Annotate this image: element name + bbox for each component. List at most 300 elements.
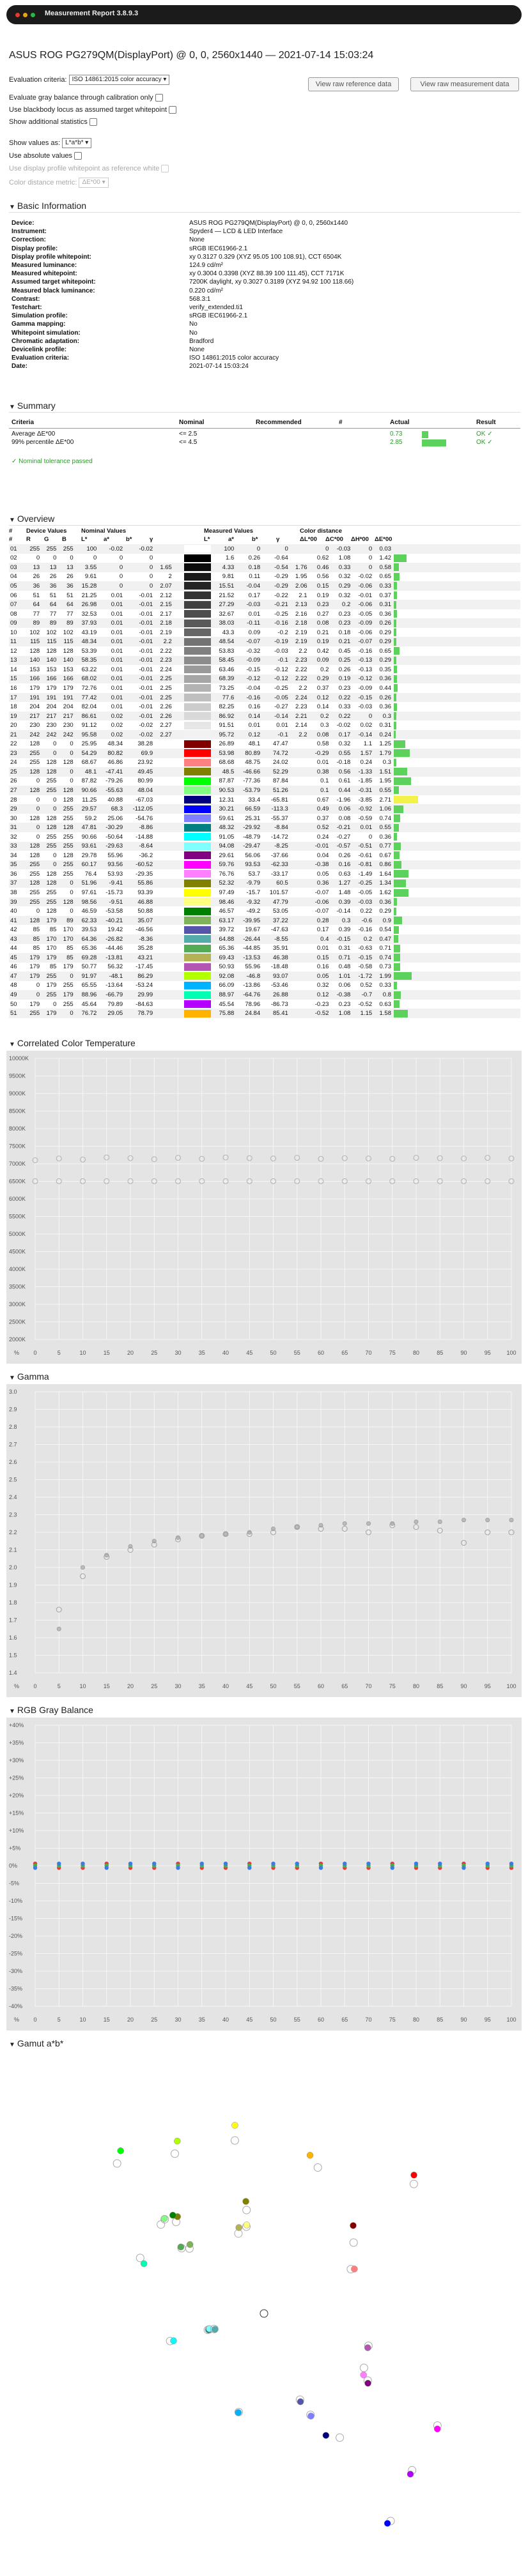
delta-e-bar [394,1000,400,1008]
info-value: 0.220 cd/m² [189,287,223,294]
gamut-nominal-point [243,2206,251,2214]
table-cell: 86.61 [81,712,97,720]
y-tick-label: -20% [9,1933,23,1939]
table-cell: 95.58 [81,731,97,738]
table-cell: 0.36 [316,880,329,887]
delta-bar-cell [392,544,520,554]
table-cell: 0.58 [379,563,391,571]
table-cell: -86.73 [270,1000,288,1008]
table-cell: 255 [29,889,40,896]
evaluation-criteria-select[interactable]: ISO 14861:2015 color accuracy ▾ [69,75,170,85]
y-tick-label: -25% [9,1950,23,1957]
overview-column-header: ΔE*00 [375,536,392,543]
table-row [9,842,520,851]
table-cell [154,963,173,972]
table-row [9,628,520,637]
table-cell: -0.03 [274,647,288,655]
color-swatch [184,880,211,887]
table-cell: 0.49 [316,805,329,813]
color-swatch [184,954,211,961]
table-cell: -26.44 [243,935,261,943]
x-tick-label: 80 [412,1350,420,1356]
table-row [9,944,520,954]
table-row [9,683,520,693]
color-swatch [184,647,211,655]
show-values-row [9,138,91,148]
table-cell: -17.45 [136,963,153,971]
summary-cell: 2.85 [390,439,403,446]
table-cell: 32.53 [81,610,97,618]
table-cell: 48.5 [222,768,235,775]
table-cell: -46.8 [246,972,261,980]
table-cell: 0 [36,908,40,915]
table-cell: 91.97 [81,972,97,980]
color-swatch [184,842,211,850]
info-value: xy 0.3004 0.3398 (XYZ 88.39 100 111.45), CCT 7171K [189,270,345,278]
table-cell: 48.34 [107,740,123,748]
table-row [9,600,520,609]
table-cell: 0.23 [338,610,351,618]
window-title: Measurement Report 3.8.9.3 [45,10,139,17]
table-cell [173,767,212,777]
table-cell: 2.26 [160,703,172,711]
color-swatch [184,629,211,636]
table-cell: 255 [29,759,40,766]
table-cell: -0.16 [358,926,373,934]
table-cell: 0.12 [316,694,329,701]
gamut-heading[interactable] [9,2038,63,2048]
table-cell: 78.96 [245,1000,261,1008]
gamut-measured-point [350,2222,356,2229]
gamut-measured-point [169,2212,176,2218]
x-tick-label: 15 [103,1350,110,1356]
delta-bar-cell [392,1000,520,1009]
additional-stats-option[interactable] [9,118,97,126]
view-raw-reference-data-button[interactable]: View raw reference data [308,77,399,91]
table-cell: 1.64 [379,870,391,878]
table-cell: 65.36 [81,945,97,952]
table-cell: 17 [10,694,17,701]
table-cell [173,823,212,832]
table-row [9,720,520,730]
info-value: No [189,321,198,328]
table-cell: 24.02 [273,759,288,766]
delta-e-bar [394,712,396,720]
table-cell: 0.62 [316,554,329,562]
table-cell: -53.58 [105,908,123,915]
table-cell: 255 [29,898,40,906]
table-cell: 91.51 [219,722,235,729]
table-cell: -0.02 [139,731,153,738]
table-cell: -0.27 [274,703,288,711]
table-cell: -0.6 [361,917,373,924]
delta-bar-cell [392,916,520,926]
summary-cell: OK ✓ [476,431,493,438]
table-cell: 0.02 [111,722,123,729]
table-cell: 25.06 [107,814,123,822]
y-tick-label: 5000K [9,1231,26,1237]
table-cell: 255 [63,545,74,553]
table-cell: 85 [33,935,40,943]
table-row [9,730,520,740]
table-cell: 0 [368,712,373,720]
table-cell: 82.25 [219,703,235,711]
table-cell: 102 [63,629,74,636]
table-cell: 0.36 [379,675,391,683]
table-cell: -0.01 [139,666,153,673]
maximize-window-icon[interactable] [31,13,35,17]
profile-whitepoint-checkbox[interactable] [161,165,169,172]
color-swatch [184,601,211,609]
table-cell: 69.43 [219,954,235,961]
table-cell: 0.08 [338,814,351,822]
table-cell: 82.04 [81,703,97,711]
table-cell [290,851,309,860]
table-cell: 0.37 [316,684,329,692]
color-distance-metric-value: ΔE*00 [82,179,100,186]
table-row [9,1009,520,1018]
table-cell: 153 [63,666,74,673]
overview-group-header: Measured Values [204,528,254,535]
basic-info-heading[interactable] [9,201,86,211]
table-cell: 0 [36,833,40,841]
table-cell: 33.4 [248,796,261,804]
cct-title: Correlated Color Temperature [17,1038,136,1048]
table-cell: 93.07 [273,972,288,980]
table-cell: 90.53 [219,786,235,794]
table-cell: 32.67 [219,610,235,618]
delta-e-bar [394,610,397,618]
table-cell: 43 [10,935,17,943]
summary-cell: OK ✓ [476,439,493,446]
table-cell: 43.19 [81,629,97,636]
table-cell: 48.54 [219,638,235,646]
color-swatch [184,749,211,757]
table-cell: 27.29 [219,601,235,609]
blackbody-option[interactable] [9,106,176,114]
gamma-point [438,1520,442,1524]
table-cell: 79.89 [107,1000,123,1008]
table-cell: 0 [149,582,153,590]
table-cell: -0.14 [274,712,288,720]
delta-bar-cell [392,860,520,870]
table-cell: -0.16 [246,694,261,701]
table-cell: 29.57 [81,805,97,813]
view-raw-measurement-data-button[interactable]: View raw measurement data [410,77,519,91]
table-cell [290,786,309,795]
table-cell: 0.23 [316,601,329,609]
table-cell: 0.11 [249,573,261,581]
gray-balance-checkbox[interactable] [155,94,163,102]
table-cell: -0.03 [358,898,373,906]
table-cell: 0.46 [316,563,329,571]
table-cell: -8.55 [274,935,288,943]
table-cell: 64 [66,601,74,609]
table-row [9,591,520,600]
gamut-measured-point [351,2266,357,2272]
gray-svg [6,1718,522,2031]
table-cell: 0.01 [111,703,123,711]
table-cell: 0 [368,563,373,571]
table-cell: 1.08 [338,1010,351,1017]
table-cell: -66.79 [105,991,123,999]
gray-balance-title: RGB Gray Balance [17,1705,93,1715]
table-cell: 128 [63,786,74,794]
table-cell: -1.49 [358,870,373,878]
x-tick-label: 55 [293,1683,300,1689]
table-cell: -0.16 [358,647,373,655]
table-row [9,544,520,554]
table-cell: 255 [29,545,40,553]
cct-svg [6,1051,522,1364]
table-cell: 0.33 [379,582,391,590]
overview-heading[interactable] [9,514,54,524]
table-cell: 115 [47,638,57,646]
table-row [9,795,520,805]
table-cell: 179 [46,917,57,924]
info-label: Contrast: [12,295,40,303]
summary-heading[interactable] [9,400,56,411]
table-cell: 128 [46,908,57,915]
table-cell: -0.01 [139,601,153,609]
profile-whitepoint-option[interactable] [9,165,169,172]
overview-column-header: G [44,536,49,543]
table-cell [154,804,173,814]
table-cell [173,860,212,870]
table-cell: 0.19 [316,591,329,599]
x-tick-label: 30 [175,1350,182,1356]
gamut-measured-point [434,2426,440,2432]
table-cell: 0.23 [338,684,351,692]
table-cell [154,888,173,897]
table-cell: 08 [10,610,17,618]
cct-heading[interactable] [9,1038,136,1048]
table-cell: 0 [53,554,57,562]
titlebar-background [6,5,522,24]
color-swatch [184,889,211,897]
delta-e-bar [394,582,397,590]
color-distance-metric-select[interactable]: ΔE*00 ▾ [79,178,108,188]
delta-e-bar [394,908,396,915]
summary-header: # [339,419,343,426]
blackbody-checkbox[interactable] [169,106,176,114]
table-cell: 2.19 [295,638,307,646]
table-cell: 1.34 [379,880,391,887]
table-cell [173,563,212,572]
table-cell: 52.32 [219,880,235,887]
table-cell: 21.52 [219,591,235,599]
overview-group-header: Color distance [300,528,342,535]
table-cell: 0.37 [379,591,391,599]
delta-bar-cell [392,963,520,972]
table-cell: -0.01 [139,647,153,655]
color-swatch [184,554,211,562]
table-row [9,572,520,582]
gamma-point [81,1566,85,1569]
overview-group-headers [9,528,520,536]
table-cell: 115 [63,638,74,646]
x-tick-label: 0 [33,1683,37,1689]
table-cell: 204 [46,703,57,711]
x-tick-label: 35 [198,2016,205,2023]
table-cell: 0.39 [338,898,351,906]
table-cell: 0.74 [379,954,391,961]
table-cell: -9.41 [109,880,123,887]
table-cell: 0 [53,851,57,859]
gamut-title: Gamut a*b* [17,2038,64,2048]
table-cell: -0.64 [274,554,288,562]
table-cell: 50.93 [219,963,235,971]
table-cell: -0.07 [246,638,261,646]
gamut-measured-point [231,2122,238,2128]
info-value: sRGB IEC61966-2.1 [189,245,248,252]
absolute-values-checkbox[interactable] [74,152,82,160]
table-cell: -0.15 [336,935,351,943]
table-cell: 128 [46,647,57,655]
table-cell: 51.96 [81,880,97,887]
additional-stats-checkbox[interactable] [89,118,97,126]
info-label: Gamma mapping: [12,321,66,328]
x-tick-label: 40 [222,2016,229,2023]
table-cell: 0.23 [338,1000,351,1008]
delta-e-bar [394,926,399,934]
delta-e-bar [394,666,397,673]
table-cell: 0.36 [379,610,391,618]
delta-e-bar [394,796,418,804]
delta-e-bar [394,722,396,729]
table-cell: -8.84 [274,824,288,832]
x-tick-label: 20 [127,2016,134,2023]
table-cell: 62.33 [81,917,97,924]
minimize-window-icon[interactable] [23,13,27,17]
table-cell: 97.49 [219,889,235,896]
table-cell: 0 [53,796,57,804]
overview-column-header: # [9,536,13,543]
table-cell: 38.28 [137,740,153,748]
delta-e-bar [394,945,400,952]
table-cell: 217 [63,712,74,720]
table-cell: 49 [10,991,17,999]
x-tick-label: 85 [437,1683,444,1689]
delta-e-bar [394,842,401,850]
table-row [9,786,520,795]
x-tick-label: 0 [33,1350,37,1356]
x-tick-label: 95 [484,2016,491,2023]
overview-column-header: L* [81,536,88,543]
delta-e-bar [394,880,406,887]
delta-bar-cell [392,953,520,963]
absolute-values-option[interactable] [9,152,82,160]
delta-bar-cell [392,646,520,656]
table-cell: 0 [36,796,40,804]
y-tick-label: 3000K [9,1301,26,1307]
table-cell: -0.25 [274,610,288,618]
table-cell: 0.01 [360,824,373,832]
delta-bar-cell [392,897,520,907]
gamma-heading[interactable] [9,1371,49,1382]
table-cell: -0.05 [358,610,373,618]
table-cell: 0.48 [338,963,351,971]
table-cell: -0.51 [358,842,373,850]
gray-balance-heading[interactable] [9,1705,93,1715]
table-row [9,981,520,991]
y-tick-label: +5% [9,1845,21,1852]
table-cell: 72.76 [81,684,97,692]
delta-e-bar [394,851,400,859]
color-swatch [184,657,211,664]
table-cell: 0.15 [316,954,329,961]
table-cell [173,749,212,758]
table-cell: 23.92 [137,759,153,766]
delta-e-bar [394,694,396,701]
summary-title: Summary [17,400,56,411]
delta-bar-cell [392,972,520,981]
gray-balance-point [81,1862,84,1866]
table-cell: 78.79 [137,1010,153,1017]
gamut-measured-point [187,2241,193,2248]
table-cell [173,739,212,749]
table-cell: 140 [29,657,40,664]
table-cell: 9.81 [222,573,235,581]
table-cell: 0.01 [111,666,123,673]
table-cell: 0.25 [338,657,351,664]
table-cell: 0.21 [338,638,351,646]
show-values-select[interactable]: L*a*b* ▾ [62,138,91,148]
color-swatch [184,805,211,813]
close-window-icon[interactable] [15,13,20,17]
table-cell [290,795,309,805]
table-cell: 0.17 [338,731,351,738]
table-cell: 0 [119,563,123,571]
info-value: verify_extended.ti1 [189,304,243,311]
table-cell: 128 [29,917,40,924]
color-distance-metric-row [9,178,109,188]
table-cell: 0.03 [379,545,391,553]
table-cell [173,869,212,879]
table-cell: 0.17 [316,926,329,934]
table-cell [154,554,173,563]
table-cell [173,609,212,619]
table-cell: 0 [70,749,74,757]
table-cell: 0.63 [338,870,351,878]
table-cell: -0.01 [139,620,153,627]
table-cell: 0.01 [111,684,123,692]
table-cell: 179 [46,982,57,989]
table-cell: 1.58 [379,1010,391,1017]
table-cell: 217 [29,712,40,720]
table-cell: 42 [10,926,17,934]
gray-balance-option[interactable] [9,94,163,102]
table-cell: 0 [149,573,153,581]
table-cell: -53.46 [270,982,288,989]
table-cell: -1.96 [336,796,351,804]
table-cell: 166 [29,675,40,683]
y-tick-label: 1.8 [9,1599,17,1606]
color-swatch [184,731,211,738]
table-row [9,925,520,934]
table-cell [154,851,173,860]
table-cell: 2.14 [295,722,307,729]
table-cell: 53.83 [219,647,235,655]
table-cell [290,832,309,842]
gamut-nominal-point [350,2239,357,2246]
table-cell: 255 [29,861,40,869]
table-cell: 0.45 [338,647,351,655]
y-tick-label: 7000K [9,1161,26,1167]
table-cell: -0.09 [246,657,261,664]
delta-e-bar [394,740,405,748]
table-cell: 39.72 [219,926,235,934]
